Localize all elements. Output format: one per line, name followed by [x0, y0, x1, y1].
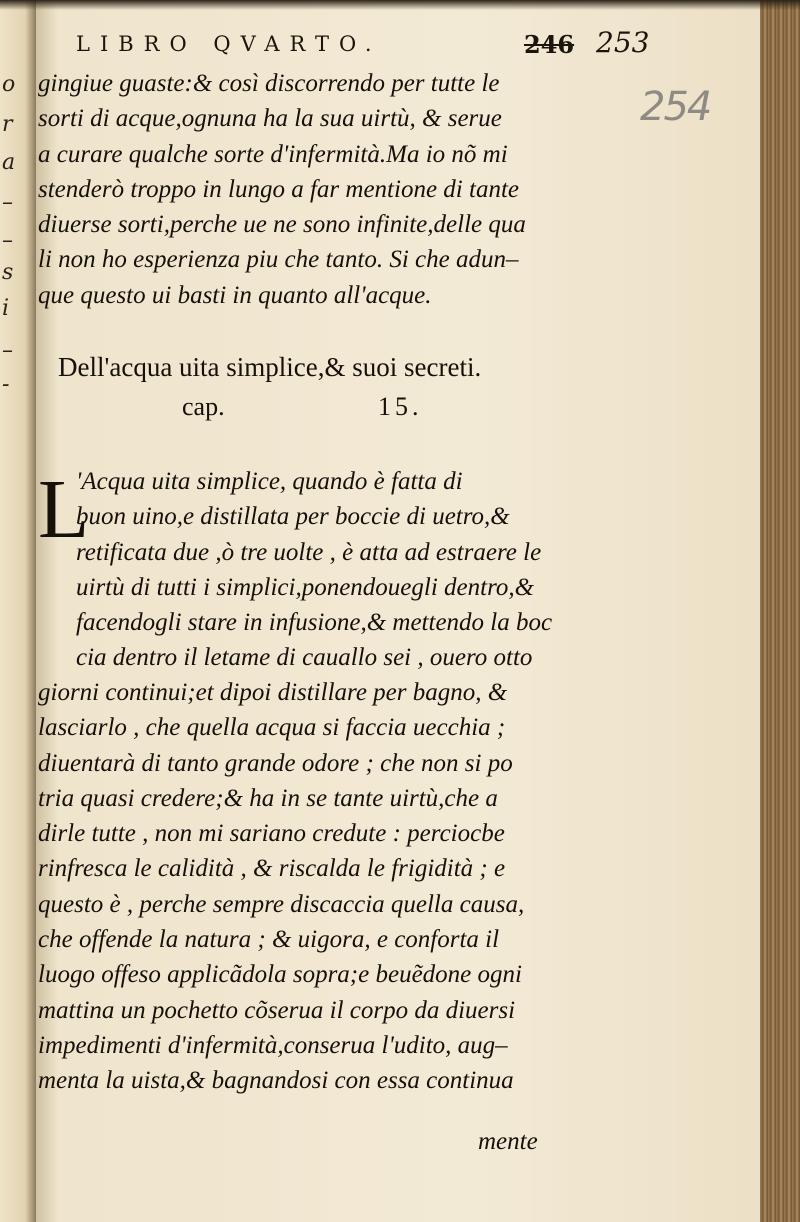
edge-letter: – [2, 228, 13, 253]
text-line: facendogli stare in infusione,& mettendo la boc [76, 609, 553, 637]
text-line: impedimenti d'infermità,conserua l'udito, aug– [38, 1031, 508, 1059]
text-block-first [76, 464, 596, 676]
edge-letter: – [2, 338, 13, 363]
handwritten-folio-number: 253 [596, 26, 650, 59]
text-line: luogo offeso applicãdola sopra;e beuẽdone ogni [38, 961, 522, 989]
text-line: cia dentro il letame di cauallo sei , ouero otto [76, 644, 533, 672]
text-line: uirtù di tutti i simplici,ponendouegli dentro,& [76, 573, 535, 601]
text-line: retificata due ,ò tre uolte , è atta ad estraere le [76, 538, 542, 566]
pencil-folio-number: 254 [640, 84, 711, 130]
text-line: 'Acqua uita simplice, quando è fatta di [76, 468, 463, 495]
text-line: questo è , perche sempre discaccia quella causa, [38, 890, 525, 918]
text-line: diuentarà di tanto grande odore ; che non si po [38, 749, 513, 777]
edge-letter: o [2, 72, 16, 97]
drop-cap: L [38, 463, 90, 556]
text-line: mattina un pochetto cõserua il corpo da diuersi [38, 996, 516, 1024]
text-line: rinfresca le calidità , & riscalda le frigidità ; e [38, 855, 506, 883]
text-line: a curare qualche sorte d'infermità.Ma io nõ mi [38, 140, 508, 168]
edge-letter: r [2, 112, 13, 137]
page-stack-edge [760, 0, 800, 1222]
edge-letter: s [2, 260, 14, 285]
text-line: tria quasi credere;& ha in se tante uirtù,che a [38, 784, 498, 812]
edge-letter: a [2, 150, 16, 175]
text-line: lasciarlo , che quella acqua si faccia uecchia ; [38, 714, 506, 742]
text-line: diuerse sorti,perche ue ne sono infinite,delle qua [38, 211, 526, 239]
text-line: gingiue guaste:& così discorrendo per tutte le [38, 70, 500, 97]
running-head: LIBRO QVARTO. [76, 32, 382, 56]
text-line: menta la uista,& bagnandosi con essa continua [38, 1067, 514, 1095]
text-line: buon uino,e distillata per boccie di uetro,& [76, 503, 510, 531]
text-line: giorni continui;et dipoi distillare per bagno, & [38, 679, 508, 706]
chapter-label: cap. [182, 392, 225, 421]
chapter-number: 15. [378, 392, 423, 421]
top-shadow [0, 0, 800, 10]
edge-letter: i [2, 296, 10, 321]
text-block-before [38, 66, 598, 313]
chapter-title: Dell'acqua uita simplice,& suoi secreti. [58, 352, 482, 382]
text-line: che offende la natura ; & uigora, e conforta il [38, 926, 500, 954]
struck-folio-number: 246 [524, 30, 575, 59]
catchword: mente [478, 1128, 538, 1155]
text-block-rest [38, 675, 598, 1099]
previous-page-letters [0, 0, 24, 1222]
text-line: dirle tutte , non mi sariano credute : perciocbe [38, 820, 505, 848]
edge-letter: - [2, 372, 10, 397]
text-line: sorti di acque,ognuna ha la sua uirtù, & serue [38, 105, 502, 133]
text-line: li non ho esperienza piu che tanto. Si che adun– [38, 246, 519, 274]
edge-letter: – [2, 190, 13, 215]
page-header [76, 26, 650, 66]
text-line: stenderò troppo in lungo a far mentione di tante [38, 175, 519, 203]
text-line: que questo ui basti in quanto all'acque. [38, 281, 432, 309]
